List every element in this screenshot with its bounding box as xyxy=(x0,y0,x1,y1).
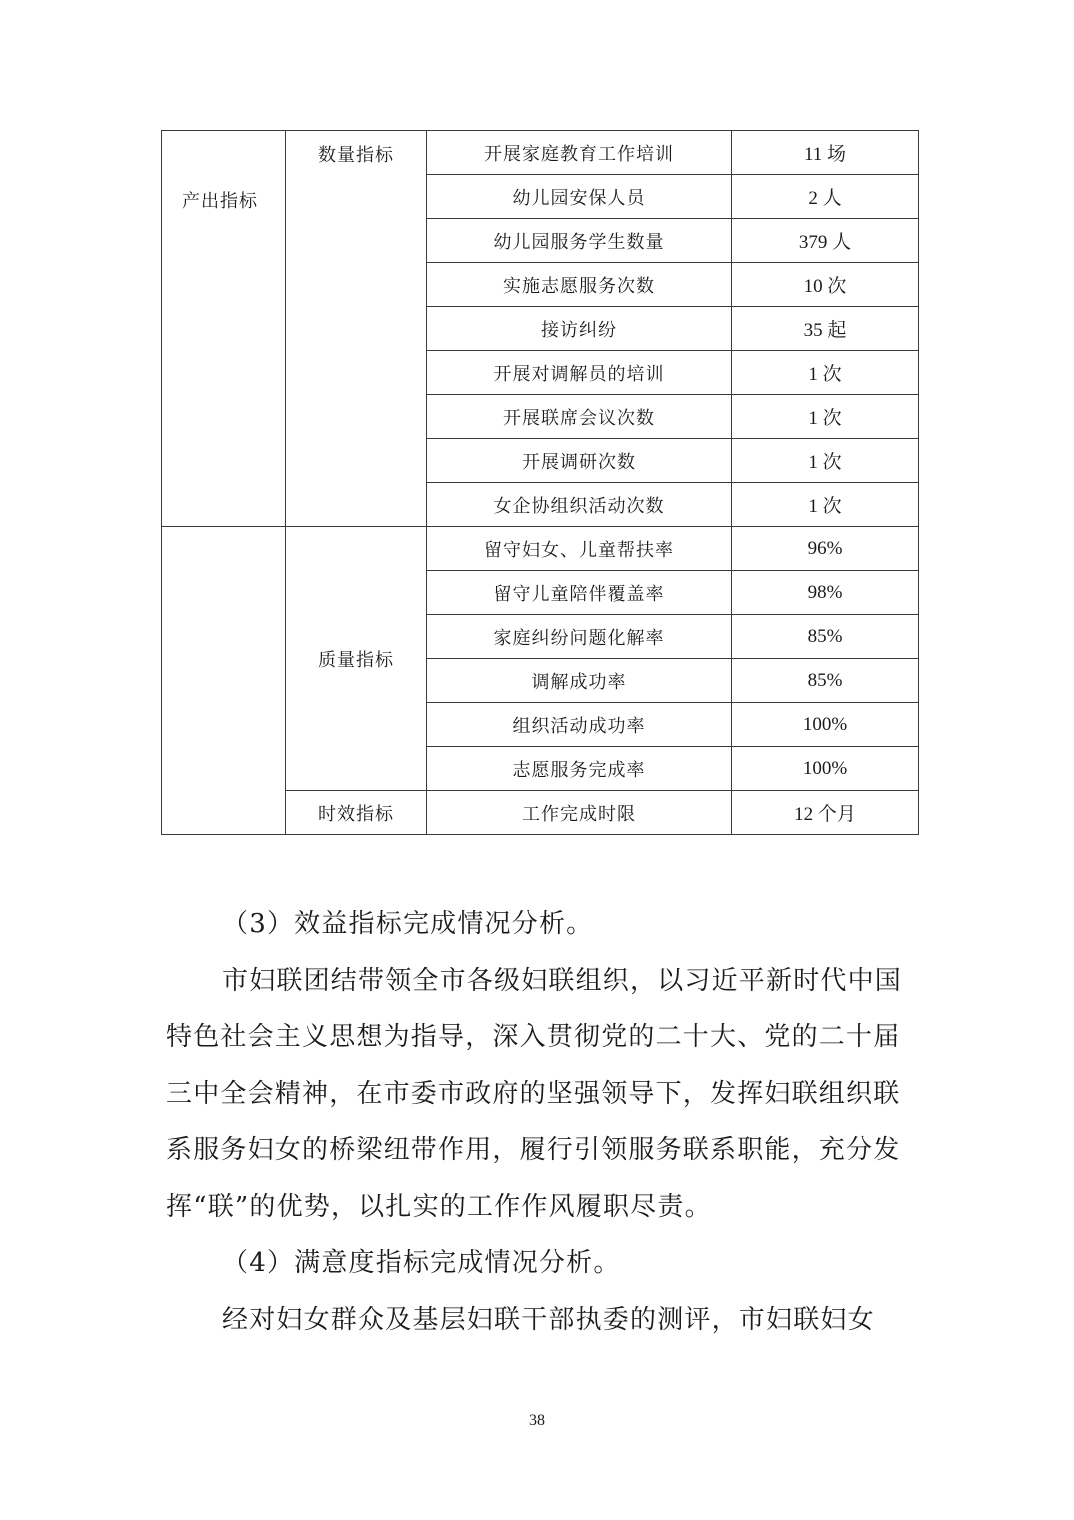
body-text xyxy=(166,896,916,1348)
indicator-value-cell: 1 次 xyxy=(732,395,919,439)
indicator-name-cell: 开展家庭教育工作培训 xyxy=(427,131,732,175)
indicator-value-cell: 96% xyxy=(732,527,919,571)
level2-indicator-quantity: 数量指标 xyxy=(286,131,427,527)
level1-indicator-cell: 产出指标 xyxy=(162,131,286,527)
indicator-name-cell: 开展联席会议次数 xyxy=(427,395,732,439)
indicator-value-cell: 10 次 xyxy=(732,263,919,307)
table-row xyxy=(162,527,919,571)
indicator-value-cell: 35 起 xyxy=(732,307,919,351)
heading-satisfaction-analysis: （4）满意度指标完成情况分析。 xyxy=(222,1248,621,1278)
page-number: 38 xyxy=(529,1412,545,1429)
indicator-name-cell: 幼儿园安保人员 xyxy=(427,175,732,219)
heading-benefit-analysis: （3）效益指标完成情况分析。 xyxy=(222,909,594,939)
indicator-name-cell: 实施志愿服务次数 xyxy=(427,263,732,307)
indicator-value-cell: 12 个月 xyxy=(732,791,919,835)
indicator-name-cell: 留守儿童陪伴覆盖率 xyxy=(427,571,732,615)
indicator-value-cell: 1 次 xyxy=(732,483,919,527)
indicator-name-cell: 女企协组织活动次数 xyxy=(427,483,732,527)
paragraph-satisfaction: 经对妇女群众及基层妇联干部执委的测评，市妇联妇女 xyxy=(222,1304,875,1335)
indicator-name-cell: 开展调研次数 xyxy=(427,439,732,483)
performance-metrics-table xyxy=(161,130,919,835)
indicator-name-cell: 家庭纠纷问题化解率 xyxy=(427,615,732,659)
indicator-value-cell: 85% xyxy=(732,659,919,703)
indicator-value-cell: 1 次 xyxy=(732,439,919,483)
indicator-name-cell: 开展对调解员的培训 xyxy=(427,351,732,395)
level2-indicator-timeliness: 时效指标 xyxy=(286,791,427,835)
indicator-name-cell: 接访纠纷 xyxy=(427,307,732,351)
indicator-name-cell: 留守妇女、儿童帮扶率 xyxy=(427,527,732,571)
indicator-value-cell: 100% xyxy=(732,703,919,747)
indicator-value-cell: 2 人 xyxy=(732,175,919,219)
indicator-name-cell: 幼儿园服务学生数量 xyxy=(427,219,732,263)
paragraph-benefit: 市妇联团结带领全市各级妇联组织，以习近平新时代中国特色社会主义思想为指导，深入贯彻党的二十大、党的二十届三中全会精神，在市委市政府的坚强领导下，发挥妇联组织联系服务妇女的桥梁纽带作用，履行引领服务联系职能，充分发挥“联”的优势，以扎实的工作作风履职尽责。 xyxy=(166,965,903,1222)
table-row xyxy=(162,131,919,175)
indicator-value-cell: 98% xyxy=(732,571,919,615)
indicator-value-cell: 85% xyxy=(732,615,919,659)
level2-indicator-quality: 质量指标 xyxy=(286,527,427,791)
indicator-value-cell: 11 场 xyxy=(732,131,919,175)
level1-indicator-continuation xyxy=(162,527,286,835)
indicator-name-cell: 组织活动成功率 xyxy=(427,703,732,747)
indicator-name-cell: 调解成功率 xyxy=(427,659,732,703)
indicator-name-cell: 志愿服务完成率 xyxy=(427,747,732,791)
indicator-value-cell: 100% xyxy=(732,747,919,791)
indicator-value-cell: 379 人 xyxy=(732,219,919,263)
table-body xyxy=(162,131,919,835)
indicator-name-cell: 工作完成时限 xyxy=(427,791,732,835)
indicator-value-cell: 1 次 xyxy=(732,351,919,395)
